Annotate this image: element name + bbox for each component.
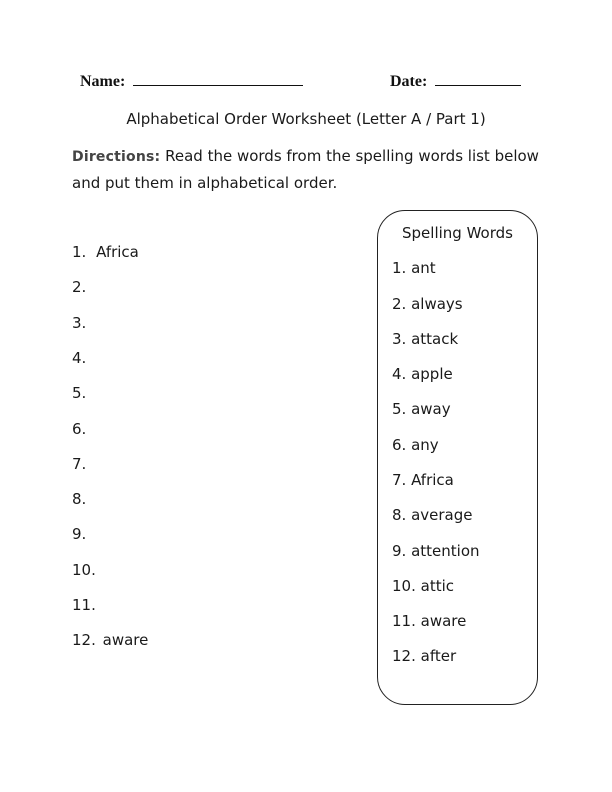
spelling-words-title: Spelling Words [402, 224, 513, 242]
answer-line [72, 243, 139, 261]
worksheet-title: Alphabetical Order Worksheet (Letter A / Part 1) [126, 110, 486, 128]
answer-line [72, 596, 96, 614]
spelling-word: 2. always [392, 295, 463, 313]
answer-line [72, 490, 86, 508]
spelling-word: 6. any [392, 436, 439, 454]
spelling-word: 5. away [392, 400, 451, 418]
answer-number: 1. [72, 243, 87, 261]
answer-number: 10. [72, 561, 96, 579]
answer-line [72, 278, 86, 296]
directions-text-2: and put them in alphabetical order. [72, 174, 338, 192]
spelling-word: 12. after [392, 647, 457, 665]
spelling-word: 7. Africa [392, 471, 454, 489]
answer-line [72, 420, 86, 438]
answer-line [72, 631, 148, 649]
spelling-word: 8. average [392, 506, 473, 524]
answer-number: 5. [72, 384, 87, 402]
spelling-word: 3. attack [392, 330, 459, 348]
spelling-word: 11. aware [392, 612, 467, 630]
spelling-word: 9. attention [392, 542, 480, 560]
answer-line [72, 455, 86, 473]
answer-number: 4. [72, 349, 87, 367]
answer-word: aware [102, 631, 149, 649]
answer-number: 2. [72, 278, 87, 296]
spelling-word: 10. attic [392, 577, 454, 595]
answer-line [72, 349, 86, 367]
directions-label: Directions: [72, 149, 161, 165]
spelling-word: 1. ant [392, 259, 436, 277]
name-label: Name: [80, 73, 126, 90]
answer-line [72, 384, 86, 402]
date-field [390, 71, 521, 91]
directions-text-1: Read the words from the spelling words list below [165, 147, 539, 165]
name-field [80, 71, 303, 91]
answer-number: 8. [72, 490, 87, 508]
spelling-word: 4. apple [392, 365, 453, 383]
date-label: Date: [390, 73, 428, 90]
answer-line [72, 314, 86, 332]
answer-word: Africa [96, 243, 139, 261]
answer-number: 7. [72, 455, 87, 473]
answer-number: 11. [72, 596, 96, 614]
answer-number: 3. [72, 314, 87, 332]
answer-number: 9. [72, 525, 87, 543]
date-blank [435, 71, 521, 86]
directions-line-1 [72, 147, 539, 165]
answer-line [72, 525, 86, 543]
answer-number: 6. [72, 420, 87, 438]
answer-line [72, 561, 96, 579]
spelling-words-box [377, 210, 538, 705]
answer-number: 12. [72, 631, 96, 649]
name-blank [133, 71, 303, 86]
